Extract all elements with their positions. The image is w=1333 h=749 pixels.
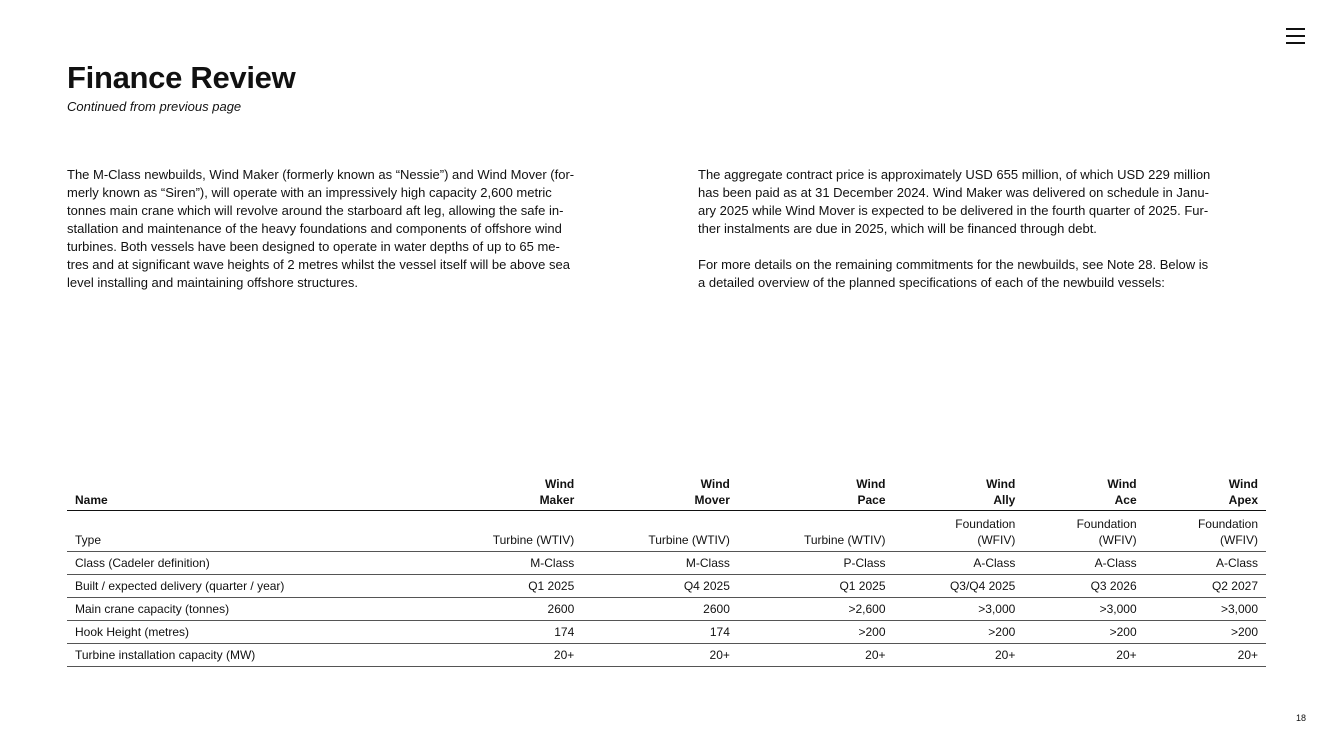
cell-line: (WFIV) (1220, 533, 1258, 547)
table-cell: >200 (738, 621, 894, 644)
table-cell: 2600 (427, 598, 583, 621)
row-label: Turbine installation capacity (MW) (67, 644, 427, 667)
table-row (67, 575, 1266, 598)
row-label: Built / expected delivery (quarter / year) (67, 575, 427, 598)
table-row (67, 621, 1266, 644)
cell-line: Turbine (WTIV) (803, 533, 886, 547)
table-cell: Q3 2026 (1023, 575, 1144, 598)
header-line: Pace (857, 493, 886, 507)
left-paragraph (67, 166, 574, 292)
paragraph-line: merly known as “Siren”), will operate with an impressively high capacity 2,600 metric (67, 185, 552, 200)
column-header-name: Name (67, 476, 427, 511)
table-cell: 20+ (1145, 644, 1266, 667)
table-cell: A-Class (894, 552, 1024, 575)
table-cell: >2,600 (738, 598, 894, 621)
paragraph-line: ther instalments are due in 2025, which will be financed through debt. (698, 221, 1097, 236)
row-label: Hook Height (metres) (67, 621, 427, 644)
cell-line: Foundation (1197, 517, 1258, 531)
table-cell (894, 511, 1024, 552)
table-row (67, 552, 1266, 575)
table-cell: >3,000 (894, 598, 1024, 621)
page-number: 18 (1296, 713, 1307, 723)
header-line: Wind (856, 477, 886, 491)
header-line: Ace (1114, 493, 1137, 507)
table-cell: >200 (1145, 621, 1266, 644)
cell-line: Foundation (955, 517, 1016, 531)
header-line: Mover (694, 493, 730, 507)
table-cell: 20+ (894, 644, 1024, 667)
table-cell (1145, 511, 1266, 552)
column-header-vessel (1145, 476, 1266, 511)
table-cell: Q2 2027 (1145, 575, 1266, 598)
table-cell: M-Class (582, 552, 738, 575)
header-line: Wind (986, 477, 1016, 491)
hamburger-menu-icon[interactable] (1286, 27, 1306, 45)
table-cell: M-Class (427, 552, 583, 575)
table-row (67, 644, 1266, 667)
paragraph-line: The M-Class newbuilds, Wind Maker (formerly known as “Nessie”) and Wind Mover (for- (67, 167, 575, 182)
cell-line: Turbine (WTIV) (492, 533, 575, 547)
header-line: Maker (539, 493, 575, 507)
table-cell: >200 (894, 621, 1024, 644)
table-cell: 2600 (582, 598, 738, 621)
paragraph-line (698, 238, 1210, 256)
header-line: Ally (993, 493, 1016, 507)
header-line: Wind (545, 477, 575, 491)
cell-line: (WFIV) (1098, 533, 1137, 547)
paragraph-line: The aggregate contract price is approximately USD 655 million, of which USD 229 million (698, 167, 1211, 182)
column-header-vessel (1023, 476, 1144, 511)
table-row (67, 598, 1266, 621)
table-cell: 174 (582, 621, 738, 644)
right-paragraph (698, 166, 1210, 292)
column-header-vessel (894, 476, 1024, 511)
paragraph-line: turbines. Both vessels have been designed to operate in water depths of up to 65 me- (67, 239, 560, 254)
page-title: Finance Review (67, 60, 296, 95)
table-cell: P-Class (738, 552, 894, 575)
header-line: Wind (1228, 477, 1258, 491)
paragraph-line: a detailed overview of the planned specifications of each of the newbuild vessels: (698, 275, 1165, 290)
column-header-vessel (427, 476, 583, 511)
table-cell: 20+ (1023, 644, 1144, 667)
table-cell (582, 511, 738, 552)
paragraph-line: tres and at significant wave heights of 2 metres whilst the vessel itself will be above sea (67, 257, 570, 272)
newbuild-specs-table (67, 476, 1266, 667)
page-subtitle: Continued from previous page (67, 99, 242, 114)
table-cell: >3,000 (1145, 598, 1266, 621)
paragraph-line: stallation and maintenance of the heavy foundations and components of offshore wind (67, 221, 562, 236)
table-cell (738, 511, 894, 552)
header-line: Wind (1107, 477, 1137, 491)
table-cell: 20+ (427, 644, 583, 667)
table-cell: 20+ (738, 644, 894, 667)
table-cell: Q4 2025 (582, 575, 738, 598)
table-cell: >200 (1023, 621, 1144, 644)
table-cell: 20+ (582, 644, 738, 667)
row-label: Class (Cadeler definition) (67, 552, 427, 575)
table-cell: Q3/Q4 2025 (894, 575, 1024, 598)
table-cell: 174 (427, 621, 583, 644)
paragraph-line: ary 2025 while Wind Mover is expected to be delivered in the fourth quarter of 2025. Fur- (698, 203, 1209, 218)
cell-line: Turbine (WTIV) (648, 533, 730, 547)
row-label: Main crane capacity (tonnes) (67, 598, 427, 621)
table-cell (427, 511, 583, 552)
table-header-row (67, 476, 1266, 511)
table-cell: Q1 2025 (427, 575, 583, 598)
row-label: Type (67, 511, 427, 552)
table-row-type (67, 511, 1266, 552)
paragraph-line: For more details on the remaining commitments for the newbuilds, see Note 28. Below is (698, 257, 1209, 272)
table-cell: A-Class (1023, 552, 1144, 575)
column-header-vessel (582, 476, 738, 511)
header-line: Apex (1228, 493, 1258, 507)
table-cell: A-Class (1145, 552, 1266, 575)
header-line: Wind (700, 477, 730, 491)
paragraph-line: has been paid as at 31 December 2024. Wind Maker was delivered on schedule in Janu- (698, 185, 1209, 200)
table-cell: Q1 2025 (738, 575, 894, 598)
cell-line: (WFIV) (977, 533, 1016, 547)
paragraph-line: level installing and maintaining offshore structures. (67, 275, 358, 290)
table-cell: >3,000 (1023, 598, 1144, 621)
column-header-vessel (738, 476, 894, 511)
paragraph-line: tonnes main crane which will revolve around the starboard aft leg, allowing the safe in- (67, 203, 564, 218)
cell-line: Foundation (1076, 517, 1137, 531)
table-cell (1023, 511, 1144, 552)
